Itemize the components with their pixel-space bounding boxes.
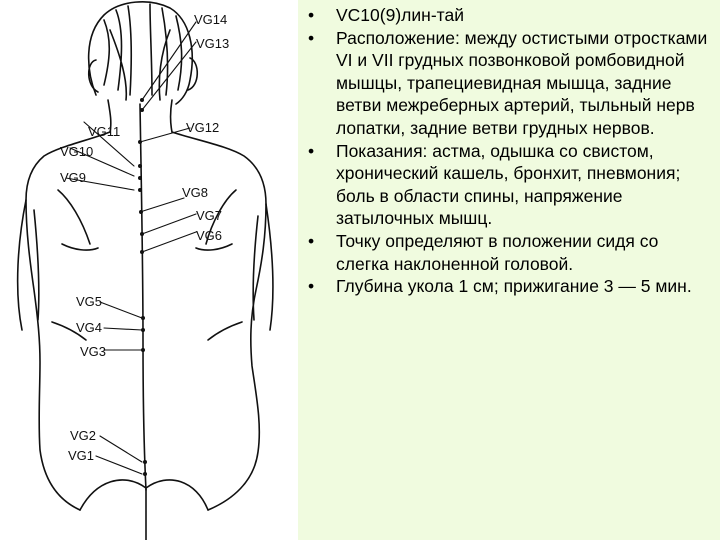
positioning-text: Точку определяют в положении сидя со слегка наклоненной головой. — [336, 230, 659, 274]
arm-right — [253, 204, 273, 330]
bullet-icon: • — [308, 276, 315, 297]
list-item — [306, 4, 712, 27]
label-vg12: VG12 — [186, 120, 220, 135]
label-vg5: VG5 — [76, 294, 103, 309]
label-vg9: VG9 — [60, 170, 87, 185]
bullet-icon: • — [308, 230, 315, 251]
spine-line — [140, 104, 146, 490]
waist-crease-right — [208, 322, 242, 340]
hair-lines — [104, 4, 182, 100]
depth-text: Глубина укола 1 см; прижигание 3 — 5 мин. — [336, 276, 692, 297]
label-vg1: VG1 — [68, 448, 95, 463]
label-vg14: VG14 — [194, 12, 228, 27]
location-text: Расположение: между остистыми отростками VI и VII грудных позвонковой ромбовидной мышцы, трапециевидная мышца, задние ветви межреберных артерий, тыльный нерв лопатки, задние ветви грудных нервов. — [336, 27, 708, 138]
label-vg7: VG7 — [196, 208, 223, 223]
back-illustration — [0, 0, 298, 540]
label-vg4: VG4 — [76, 320, 103, 335]
label-vg10: VG10 — [60, 144, 94, 159]
acupuncture-back-figure — [0, 0, 298, 540]
list-item — [306, 275, 712, 298]
buttocks — [80, 480, 208, 540]
indications-text: Показания: астма, одышка со свистом, хронический кашель, бронхит, пневмония; боль в области спины, напряжение затылочных мышц. — [336, 140, 681, 229]
list-item — [306, 230, 712, 275]
arm-left — [18, 200, 39, 330]
label-vg8: VG8 — [182, 185, 209, 200]
label-vg3: VG3 — [80, 344, 107, 359]
list-item — [306, 140, 712, 230]
bullet-icon: • — [308, 27, 315, 48]
label-vg11: VG11 — [88, 124, 121, 139]
bullet-icon: • — [308, 140, 315, 161]
label-vg13: VG13 — [196, 36, 230, 51]
bullet-icon: • — [308, 5, 315, 25]
bullet-list — [306, 4, 712, 298]
label-vg2: VG2 — [70, 428, 97, 443]
list-item — [306, 27, 712, 140]
label-vg6: VG6 — [196, 228, 223, 243]
point-name: VC10(9)лин-тай — [336, 5, 464, 25]
scapula-left — [58, 190, 98, 250]
description-panel — [298, 0, 720, 540]
